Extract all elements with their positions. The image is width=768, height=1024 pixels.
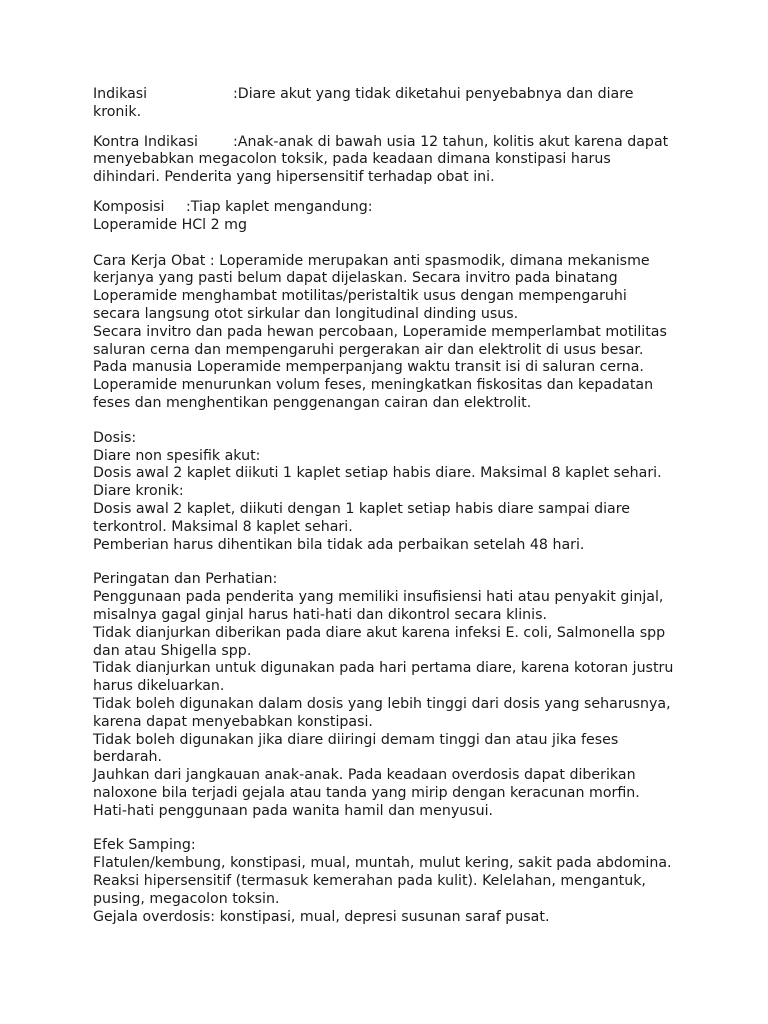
efek-samping-line: pusing, megacolon toksin. — [93, 890, 280, 907]
cara-kerja-line: secara langsung otot sirkular dan longitudinal dinding usus. — [93, 305, 519, 322]
dosis-line: Pemberian harus dihentikan bila tidak ada perbaikan setelah 48 hari. — [93, 536, 585, 553]
dosis-heading: Dosis: — [93, 429, 137, 446]
peringatan-line: Tidak dianjurkan untuk digunakan pada hari pertama diare, karena kotoran justru — [93, 660, 674, 677]
kontra-indikasi-section — [93, 134, 678, 187]
kontra-line-2: menyebabkan megacolon toksik, pada keadaan dimana konstipasi harus — [93, 151, 611, 168]
indikasi-label: Indikasi — [93, 86, 148, 102]
kontra-text-1: :Anak-anak di bawah usia 12 tahun, kolitis akut karena dapat — [233, 133, 669, 150]
kontra-label: Kontra Indikasi — [93, 133, 198, 150]
efek-samping-line: Gejala overdosis: konstipasi, mual, depresi susunan saraf pusat. — [93, 908, 550, 925]
peringatan-line: Tidak boleh digunakan jika diare diiringi demam tinggi dan atau jika feses — [93, 731, 619, 748]
peringatan-section — [93, 571, 678, 820]
dosis-line: Dosis awal 2 kaplet, diikuti dengan 1 kaplet setiap habis diare sampai diare — [93, 500, 631, 517]
kontra-line-3: dihindari. Penderita yang hipersensitif terhadap obat ini. — [93, 169, 495, 186]
cara-kerja-line: Cara Kerja Obat : Loperamide merupakan anti spasmodik, dimana mekanisme — [93, 252, 650, 269]
indikasi-line-1 — [93, 86, 678, 104]
peringatan-line: berdarah. — [93, 749, 163, 766]
peringatan-line: Hati-hati penggunaan pada wanita hamil dan menyusui. — [93, 802, 494, 819]
komposisi-section — [93, 199, 678, 235]
dosis-line: Diare non spesifik akut: — [93, 447, 261, 464]
peringatan-line: Tidak dianjurkan diberikan pada diare akut karena infeksi E. coli, Salmonella spp — [93, 624, 666, 641]
indikasi-line-2: kronik. — [93, 103, 142, 120]
cara-kerja-section — [93, 253, 678, 413]
peringatan-line: dan atau Shigella spp. — [93, 642, 252, 659]
peringatan-line: harus dikeluarkan. — [93, 678, 225, 695]
komposisi-text-1: :Tiap kaplet mengandung: — [186, 198, 373, 215]
dosis-line: Dosis awal 2 kaplet diikuti 1 kaplet setiap habis diare. Maksimal 8 kaplet sehari. — [93, 465, 662, 482]
cara-kerja-line: Loperamide menghambat motilitas/peristaltik usus dengan mempengaruhi — [93, 288, 627, 305]
komposisi-line-1 — [93, 199, 678, 217]
komposisi-line-2: Loperamide HCl 2 mg — [93, 216, 247, 233]
efek-samping-line: Flatulen/kembung, konstipasi, mual, muntah, mulut kering, sakit pada abdomina. — [93, 855, 672, 872]
efek-samping-section — [93, 837, 678, 926]
kontra-line-1 — [93, 134, 678, 152]
efek-samping-line: Reaksi hipersensitif (termasuk kemerahan pada kulit). Kelelahan, mengantuk, — [93, 873, 646, 890]
dosis-line: terkontrol. Maksimal 8 kaplet sehari. — [93, 518, 353, 535]
peringatan-line: misalnya gagal ginjal harus hati-hati dan dikontrol secara klinis. — [93, 606, 548, 623]
indikasi-text-1: :Diare akut yang tidak diketahui penyebabnya dan diare — [233, 86, 634, 102]
cara-kerja-line: feses dan menghentikan penggenangan cairan dan elektrolit. — [93, 394, 532, 411]
indikasi-section — [93, 86, 678, 122]
dosis-line: Diare kronik: — [93, 483, 184, 500]
cara-kerja-line: kerjanya yang pasti belum dapat dijelaskan. Secara invitro pada binatang — [93, 270, 618, 287]
cara-kerja-line: Loperamide menurunkan volum feses, meningkatkan fiskositas dan kepadatan — [93, 377, 654, 394]
peringatan-heading: Peringatan dan Perhatian: — [93, 571, 278, 588]
cara-kerja-line: Pada manusia Loperamide memperpanjang waktu transit isi di saluran cerna. — [93, 359, 644, 376]
peringatan-line: Tidak boleh digunakan dalam dosis yang lebih tinggi dari dosis yang seharusnya, — [93, 695, 671, 712]
cara-kerja-line: Secara invitro dan pada hewan percobaan, Loperamide memperlambat motilitas — [93, 323, 667, 340]
peringatan-line: Penggunaan pada penderita yang memiliki insufisiensi hati atau penyakit ginjal, — [93, 589, 664, 606]
peringatan-line: karena dapat menyebabkan konstipasi. — [93, 713, 373, 730]
dosis-section — [93, 430, 678, 555]
komposisi-label: Komposisi — [93, 198, 165, 215]
peringatan-line: naloxone bila terjadi gejala atau tanda yang mirip dengan keracunan morfin. — [93, 784, 640, 801]
efek-samping-heading: Efek Samping: — [93, 837, 196, 854]
peringatan-line: Jauhkan dari jangkauan anak-anak. Pada keadaan overdosis dapat diberikan — [93, 767, 636, 784]
cara-kerja-line: saluran cerna dan mempengaruhi pergerakan air dan elektrolit di usus besar. — [93, 341, 644, 358]
